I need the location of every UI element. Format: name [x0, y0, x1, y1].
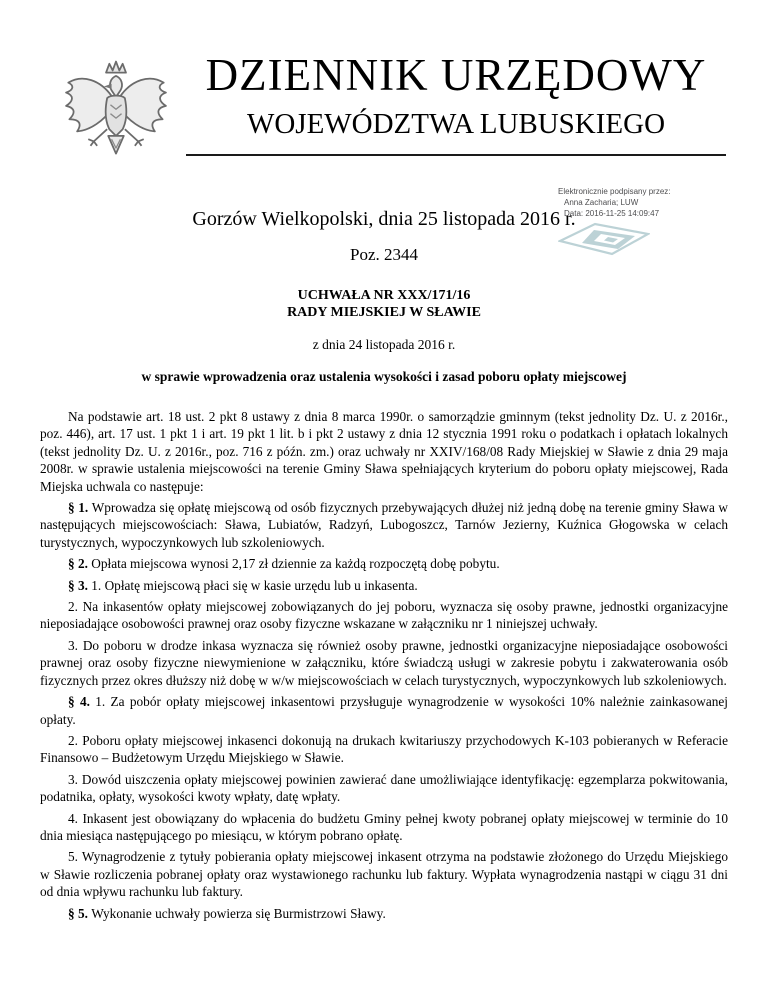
paragraph — [40, 732, 728, 767]
esignature-signer-name: Anna Zacharia; LUW — [564, 198, 639, 207]
paragraph-text: 1. Za pobór opłaty miejscowej inkasentowi przysługuje wynagrodzenie w wysokości 10% należnie zainkasowanej opłaty. — [40, 694, 728, 727]
polish-eagle-emblem-icon — [60, 56, 172, 178]
esignature-seal-icon — [558, 222, 650, 256]
paragraph — [40, 408, 728, 495]
paragraph — [40, 848, 728, 900]
paragraph-text: 3. Do poboru w drodze inkasa wyznacza się również osoby prawne, jednostki organizacyjne nieposiadające osobowości prawnej oraz osoby fizyczne niewymienione w załączniku, które świadczą usługi w zakresie pobytu i zakwaterowania osób fizycznych przez okres dłuższy niż dobę w w/w miejscowościach w celach turystycznych, wypoczynkowych lub szkoleniowych. — [40, 637, 728, 688]
paragraph-text: Wykonanie uchwały powierza się Burmistrzowi Sławy. — [91, 905, 386, 921]
paragraph-text: 3. Dowód uiszczenia opłaty miejscowej powinien zawierać dane umożliwiające identyfikację: egzemplarza pokwitowania, podatnika, opłaty, wysokości kwoty wpłaty, datę wpłaty. — [40, 771, 728, 805]
act-title-authority: RADY MIEJSKIEJ W SŁAWIE — [287, 305, 481, 320]
document-body — [40, 408, 728, 922]
masthead — [0, 0, 768, 178]
paragraph-lead: § 5. — [68, 905, 92, 921]
act-date: z dnia 24 listopada 2016 r. — [312, 337, 456, 352]
gazette-title: DZIENNIK URZĘDOWY — [205, 50, 707, 100]
paragraph — [40, 693, 728, 728]
paragraph — [40, 905, 728, 922]
paragraph-lead: § 2. — [68, 556, 92, 572]
act-title — [0, 287, 768, 321]
position-number: Poz. 2344 — [350, 245, 418, 264]
esignature-signed-by-label: Elektronicznie podpisany przez: — [558, 187, 671, 196]
paragraph-text: 5. Wynagrodzenie z tytuły pobierania opłaty miejscowej inkasent otrzyma na podstawie złożonego do Urzędu Miejskiego w Sławie rozliczenia pobranej opłaty oraz wystawionego rachunku lub faktury. Wypłata wynagrodzenia nastąpi w ciągu 31 dni od dnia wpływu rachunku lub faktury. — [40, 849, 728, 900]
masthead-titles — [186, 50, 726, 156]
publication-dateline: Gorzów Wielkopolski, dnia 25 listopada 2016 r. — [192, 208, 576, 230]
act-subject: w sprawie wprowadzenia oraz ustalenia wysokości i zasad poboru opłaty miejscowej — [141, 369, 627, 384]
paragraph — [40, 810, 728, 845]
paragraph-lead: § 4. — [68, 694, 96, 710]
paragraph-text: Na podstawie art. 18 ust. 2 pkt 8 ustawy z dnia 8 marca 1990r. o samorządzie gminnym (tekst jednolity Dz. U. z 2016r., poz. 446), art. 17 ust. 1 pkt 1 i art. 19 pkt 1 lit. b i pkt 2 ustawy z dnia 12 stycznia 1991 roku o podatkach i opłatach lokalnych (tekst jednolity Dz. U. z 2016r., poz. 716 z późn. zm.) oraz uchwały nr XXIV/168/08 Rady Miejskiej w Sławie z dnia 29 maja 2008r. w sprawie ustalenia miejscowości na terenie Gminy Sława spełniających kryterium do poboru opłaty miejscowej, Rada Miejska uchwala co następuje: — [40, 409, 728, 494]
paragraph — [40, 598, 728, 633]
gazette-subtitle: WOJEWÓDZTWA LUBUSKIEGO — [246, 108, 666, 140]
paragraph-lead: § 3. — [68, 577, 92, 593]
paragraph-text: 1. Opłatę miejscową płaci się w kasie urzędu lub u inkasenta. — [91, 577, 418, 593]
paragraph-text: 4. Inkasent jest obowiązany do wpłacenia do budżetu Gminy pełnej kwoty pobranej opłaty miejscowej w terminie do 10 dnia miesiąca następującego po miesiącu, w którym pobrano opłatę. — [40, 810, 728, 843]
esignature-date: Data: 2016-11-25 14:09:47 — [564, 209, 660, 218]
paragraph — [40, 555, 728, 572]
paragraph-text: 2. Poboru opłaty miejscowej inkasenci dokonują na drukach kwitariuszy przychodowych K-103 pobieranych w Referacie Finansowo – Budżetowym Urzędu Miejskiego w Sławie. — [40, 732, 728, 766]
paragraph — [40, 637, 728, 689]
paragraph-text: Opłata miejscowa wynosi 2,17 zł dziennie za każdą rozpoczętą dobę pobytu. — [91, 556, 500, 572]
paragraph — [40, 577, 728, 594]
paragraph — [40, 771, 728, 806]
act-title-number: UCHWAŁA NR XXX/171/16 — [297, 288, 471, 303]
paragraph-lead: § 1. — [68, 500, 92, 516]
esignature-stamp — [558, 186, 723, 256]
paragraph-text: Wprowadza się opłatę miejscową od osób fizycznych przebywających dłużej niż jedną dobę na terenie gminy Sława w następujących miejscowościach: Sława, Lubiatów, Radzyń, Lubogoszcz, Tarnów Jezierny, Kuźnica Głogowska w celach turystycznych, wypoczynkowych lub szkoleniowych. — [40, 500, 728, 550]
paragraph-text: 2. Na inkasentów opłaty miejscowej zobowiązanych do jej poboru, wyznacza się osoby prawne, jednostki organizacyjne nieposiadające osobowości prawnej oraz osoby fizyczne wskazane w załączniku nr 1 niniejszej uchwały. — [40, 599, 728, 632]
paragraph — [40, 499, 728, 551]
